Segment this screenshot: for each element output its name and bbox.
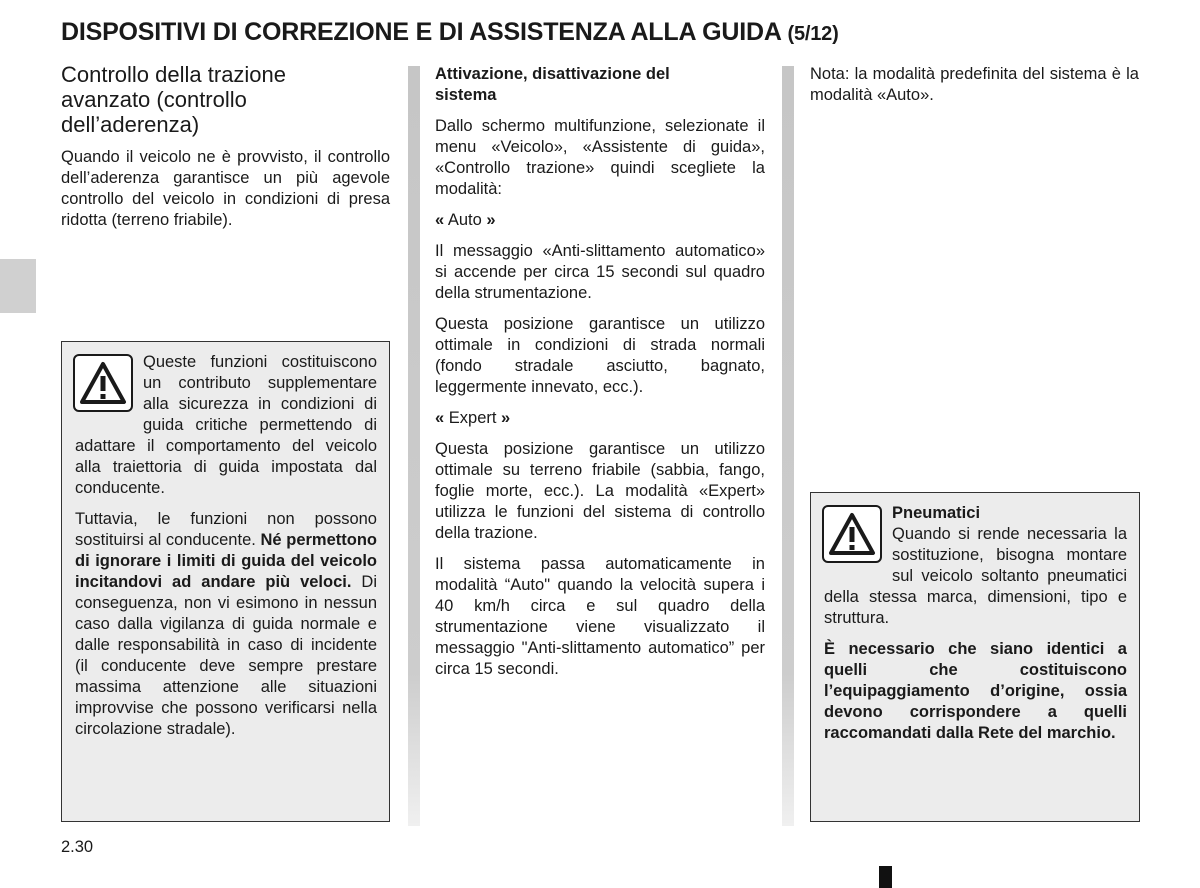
page-title-text: DISPOSITIVI DI CORREZIONE E DI ASSISTENZA ALLA GUIDA <box>61 18 781 46</box>
middle-column <box>435 64 765 690</box>
warning-text-bold: Né permettono di ignorare i limiti di guida del veicolo incitandovi ad andare più veloci. <box>75 531 378 591</box>
left-column <box>61 62 390 241</box>
warning-paragraph-1: Queste funzioni costituiscono un contributo supplementare alla sicurezza in condizioni di guida critiche permettendo di adattare il comportamento del veicolo alla traiettoria di guida impostata dal conducente. <box>75 353 377 497</box>
intro-paragraph: Quando il veicolo ne è provvisto, il controllo dell’aderenza garantisce un più agevole controllo del veicolo in condizioni di presa ridotta (terreno friabile). <box>61 148 390 229</box>
corner-mark <box>879 866 892 888</box>
tyres-title: Pneumatici <box>892 504 981 522</box>
page-title <box>61 18 1161 47</box>
mode-expert-label: Expert <box>444 409 502 427</box>
auto-paragraph-2: Questa posizione garantisce un utilizzo ottimale in condizioni di strada normali (fondo stradale asciutto, bagnato, leggermente innevato, ecc.). <box>435 315 765 396</box>
chapter-tab <box>0 259 36 313</box>
expert-paragraph-2: Il sistema passa automaticamente in modalità “Auto" quando la velocità supera i 40 km/h circa e sul quadro della strumentazione viene visualizzato il messaggio "Anti-slittamento automatico” per circa 15 secondi. <box>435 555 765 678</box>
default-mode-note: Nota: la modalità predefinita del sistema è la modalità «Auto». <box>810 65 1139 104</box>
mode-expert-heading <box>435 408 765 429</box>
section-title: Controllo della trazione avanzato (controllo dell’aderenza) <box>61 62 287 137</box>
mode-auto-label: Auto <box>444 211 487 229</box>
warning-triangle-icon <box>73 354 133 412</box>
activation-paragraph: Dallo schermo multifunzione, selezionate il menu «Veicolo», «Assistente di guida», «Controllo trazione» quindi scegliete la modalità: <box>435 117 765 198</box>
page-reference: (5/12) <box>787 23 839 45</box>
right-column <box>810 64 1139 116</box>
activation-subtitle: Attivazione, disattivazione del sistema <box>435 65 670 104</box>
auto-paragraph-1: Il messaggio «Anti-slittamento automatico» si accende per circa 15 secondi sul quadro della strumentazione. <box>435 242 765 302</box>
page-number: 2.30 <box>61 838 94 856</box>
quote-open: « <box>435 409 445 427</box>
expert-paragraph-1: Questa posizione garantisce un utilizzo ottimale su terreno friabile (sabbia, fango, foglie morte, ecc.). La modalità «Expert» utilizza le funzioni del sistema di controllo della trazione. <box>435 440 765 542</box>
warning-text-end: Di conseguenza, non vi esimono in nessun caso dalla vigilanza di guida normale e dalle responsabilità in caso di incidente (il conducente deve sempre prestare massima attenzione alle situazioni improvvise che possono verificarsi nella circolazione stradale). <box>75 573 377 738</box>
warning-paragraph-2 <box>75 509 377 740</box>
tyres-paragraph-1: Quando si rende necessaria la sostituzione, bisogna montare sul veicolo soltanto pneumatici della stessa marca, dimensioni, tipo e struttura. <box>824 525 1127 627</box>
column-separator-right <box>782 66 794 826</box>
quote-close: » <box>486 211 496 229</box>
quote-open: « <box>435 211 445 229</box>
warning-triangle-icon <box>822 505 882 563</box>
quote-close: » <box>501 409 511 427</box>
safety-warning-box <box>61 341 390 822</box>
mode-auto-heading <box>435 210 765 231</box>
tyres-warning-box <box>810 492 1140 822</box>
tyres-paragraph-2: È necessario che siano identici a quelli che costituiscono l’equipaggiamento d’origine, ossia devono corrispondere a quelli raccomandati dalla Rete del marchio. <box>824 640 1127 742</box>
column-separator-left <box>408 66 420 826</box>
warning-text-start: Tuttavia, le funzioni non possono sostituirsi al conducente. <box>75 510 377 549</box>
